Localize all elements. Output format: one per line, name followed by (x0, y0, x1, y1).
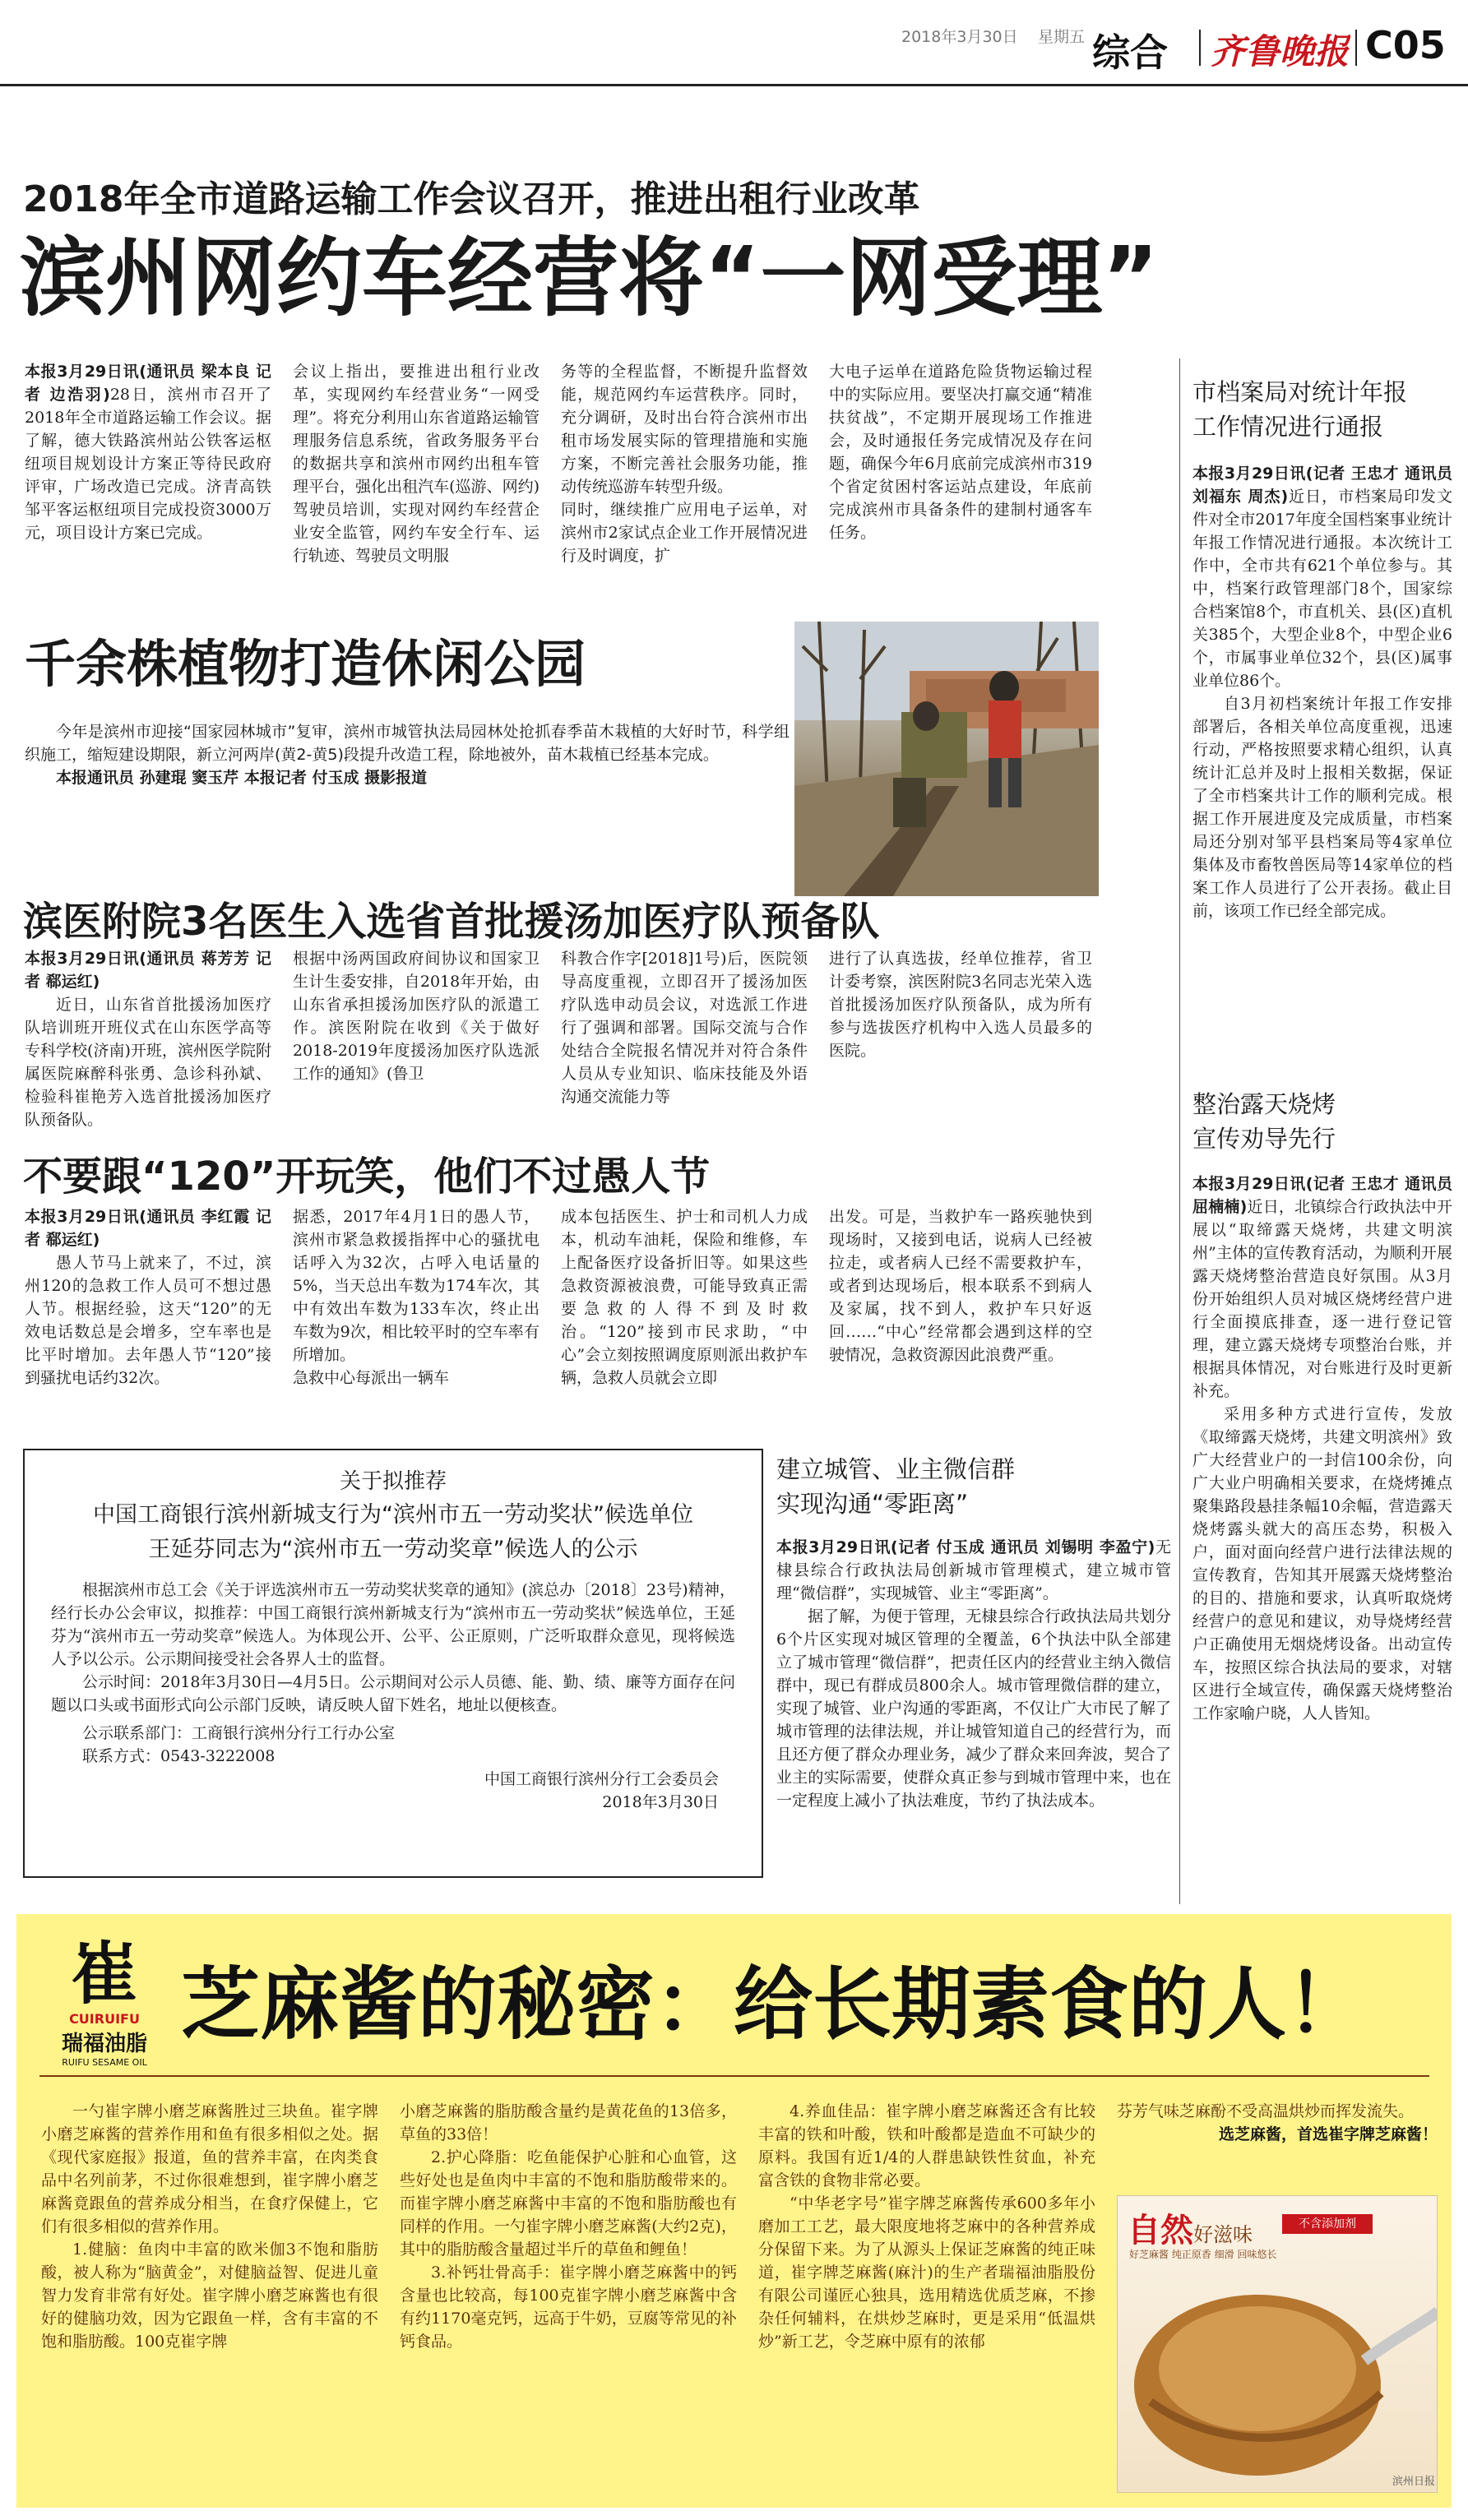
wechat-title-line-2: 实现沟通“零距离” (776, 1490, 969, 1518)
logo-pinyin: CUIRUIFU (69, 2011, 140, 2027)
section-name: 综合 (1092, 30, 1168, 72)
product-text-2: 好滋味 (1193, 2223, 1253, 2245)
ad-column-3 (758, 2100, 1095, 2495)
notice-title-2: 王延芬同志为“滨州市五一劳动奖章”候选人的公示 (148, 1537, 638, 1562)
wechat-text-2: 据了解，为便于管理，无棣县综合行政执法局共划分6个片区实现对城区管理的全覆盖，6个执法中队全部建立了城市管理“微信群”，把责任区内的经营业主纳入微信群中，现已有群成员800余人。城市管理微信群的建立，实现了城管、业户沟通的零距离，不仅让广大市民了解了城市管理的法律法规，并让城管知道自己的经营行为，而且还方便了群众办理业务，减少了群众来回奔波，契合了业主的实际需要，使群众真正参与到城市管理中来，也在一定程度上减小了执法难度，节约了执法成本。 (776, 1607, 1171, 1810)
archive-byline: 本报3月29日讯(记者 王忠才 通讯员 刘福东 周杰) (1192, 465, 1452, 506)
product-text-1: 自然 (1128, 2211, 1193, 2245)
hotline-column-4: 出发。可是，当救护车一路疾驰快到现场时，又接到电话，说病人已经被拉走，或者病人已经不需要救护车，或者到达现场后，根本联系不到病人及家属，找不到人，救护车只好返回……“中心”经常都会遇到这样的空驶情况，急救资源因此浪费严重。 (829, 1208, 1092, 1364)
medical-column-2: 根据中汤两国政府间协议和国家卫生计生委安排，自2018年开始，由山东省承担援汤加医疗队的派遣工作。滨医附院在收到《关于做好2018-2019年度援汤加医疗队选派工作的通知》(鲁卫 (293, 950, 540, 1083)
archive-title-line-1: 市档案局对统计年报 (1192, 378, 1408, 406)
header-date: 2018年3月30日 (901, 28, 1018, 46)
logo-brand-cn: 瑞福油脂 (61, 2032, 147, 2056)
park-photo-illustration (794, 622, 1099, 896)
archive-text-2: 自3月初档案统计年报工作安排部署后，各相关单位高度重视，迅速行动，严格按照要求精心组织，认真统计汇总并及时上报相关数据，保证了全市档案共计工作的顺利完成。根据工作开展进度及完成质量，市档案局还分别对邹平县档案局等4家单位集体及市畜牧兽医局等14家单位的档案工作人员进行了公开表扬。截止目前，该项工作已经全部完成。 (1192, 695, 1452, 920)
sesame-spoon-illustration (1118, 2262, 1438, 2493)
bbq-title-line-2: 宣传劝导先行 (1192, 1125, 1336, 1153)
bbq-text-2: 采用多种方式进行宣传，发放《取缔露天烧烤，共建文明滨州》致广大经营业户的一封信100余份，向广大业户明确相关要求，在烧烤摊点聚集路段悬挂条幅10余幅，营造露天烧烤露头就大的高压态势，积极入户，面对面向经营户进行法律法规的宣传教育，告知其开展露天烧烤整治的目的、措施和要求，认真听取烧烤经营户的意见和建议，劝导烧烤经营户正确使用无烟烧烤设备。出动宣传车，按照区综合执法局的要求，对辖区进行全域宣传，确保露天烧烤整治工作家喻户晓，人人皆知。 (1192, 1405, 1452, 1722)
right-column-rule (1179, 358, 1180, 1904)
wechat-headline (776, 1452, 1163, 1526)
notice-title-1: 中国工商银行滨州新城支行为“滨州市五一劳动奖状”候选单位 (93, 1502, 693, 1528)
hotline-byline: 本报3月29日讯(通讯员 李红霞 记者 郗运红) (25, 1208, 271, 1249)
page-number: C05 (1365, 23, 1446, 67)
header-divider (1199, 30, 1201, 66)
park-body (25, 720, 790, 868)
lead-column-2: 会议上指出，要推进出租行业改革，实现网约车经营业务“一网受理”。将充分利用山东省道路运输管理服务信息系统，省政务服务平台的数据共享和滨州市网约出租车管理平台，强化出租汽车(巡游、网约)驾驶员培训，实现对网约车经营企业安全监管，网约车安全行车、运行轨迹、驾驶员文明服 (293, 363, 540, 565)
ad-column-1 (41, 2100, 378, 2495)
medical-text-1: 近日，山东省首批援汤加医疗队培训班开班仪式在山东医学高等专科学校(济南)开班，滨州医学院附属医院麻醉科张勇、急诊科孙斌、检验科崔艳芳入选首批援汤加医疗队预备队。 (25, 996, 271, 1129)
header-weekday: 星期五 (1038, 28, 1086, 46)
bbq-body (1192, 1172, 1452, 1896)
ad-text-1: 一勺崔字牌小磨芝麻酱胜过三块鱼。崔字牌小磨芝麻酱的营养作用和鱼有很多相似之处。据《现代家庭报》报道，鱼的营养丰富，在肉类食品中名列前茅，不过你很难想到，崔字牌小磨芝麻酱竟跟鱼的营养成分相当，在食疗保健上，它们有很多相似的营养作用。 (41, 2102, 378, 2236)
park-photo (794, 622, 1099, 896)
notice-box (23, 1449, 763, 1878)
ad-text-2c: 3.补钙壮骨高手：崔字牌小磨芝麻酱中的钙含量也比较高，每100克崔字牌小磨芝麻酱中含有约1170毫克钙，远高于牛奶，豆腐等常见的补钙食品。 (400, 2263, 737, 2351)
bbq-text-1: 近日，北镇综合行政执法中开展以“取缔露天烧烤，共建文明滨州”主体的宣传教育活动，为顺利开展露天烧烤整治营造良好氛围。从3月份开始组织人员对城区烧烤经营户进行全面摸底排查，逐一进行登记管理，建立露天烧烤专项整治台账，并根据具体情况，对台账进行及时更新补充。 (1192, 1198, 1452, 1400)
ad-text-1b: 1.健脑：鱼肉中丰富的欧米伽3不饱和脂肪酸，被人称为“脑黄金”，对健脑益智、促进儿童智力发育非常有好处。崔字牌小磨芝麻酱也有很好的健脑功效，因为它跟鱼一样，含有丰富的不饱和脂肪酸。100克崔字牌 (41, 2240, 378, 2351)
hotline-column-3: 成本包括医生、护士和司机人力成本，机动车油耗，保险和维修，车上配备医疗设备折旧等。如果这些急救资源被浪费，可能导致真正需要急救的人得不到及时救治。“120”接到市民求助，“中心”会立刻按照调度原则派出救护车辆，急救人员就会立即 (561, 1208, 808, 1387)
lead-column-3: 务等的全程监督，不断提升监督效能，规范网约车运营秩序。同时，充分调研，及时出台符合滨州市出租市场发展实际的管理措施和实施方案，不断完善社会服务功能，推动传统巡游车转型升级。 同时，继续推广应用电子运单，对滨州市2家试点企业工作开展情况进行及时调度，扩 (561, 363, 808, 565)
ad-column-2 (400, 2100, 737, 2495)
brand-logo (43, 1937, 166, 2069)
medical-byline: 本报3月29日讯(通讯员 蒋芳芳 记者 郗运红) (25, 950, 271, 991)
lead-column-4: 大电子运单在道路危险货物运输过程中的实际应用。要坚决打赢交通“精准扶贫战”，不定期开展现场工作推进会，及时通报任务完成情况及存在问题，确保今年6月底前完成滨州市319个省定贫困村客运站点建设，年底前完成滨州市具备条件的建制村通客车任务。 (829, 363, 1092, 542)
ad-headline: 芝麻酱的秘密：给长期素食的人！ (181, 1958, 1365, 2051)
archive-headline (1192, 375, 1456, 449)
bbq-headline (1192, 1087, 1456, 1161)
product-subtext: 好芝麻酱 纯正原香 细滑 回味悠长 (1129, 2249, 1277, 2260)
logo-char: 崔 (70, 1937, 138, 2014)
bbq-byline: 本报3月29日讯(记者 王忠才 通讯员 屈楠楠) (1192, 1175, 1452, 1216)
lead-byline: 本报3月29日讯(通讯员 梁本良 记者 边浩羽) (25, 363, 271, 404)
medical-column-4: 进行了认真选拔，经单位推荐，省卫计委考察，滨医附院3名同志光荣入选首批援汤加医疗队预备队，成为所有参与选拔医疗机构中入选人员最多的医院。 (829, 950, 1092, 1060)
ad-text-2b: 2.护心降脂：吃鱼能保护心脏和心血管，这些好处也是鱼肉中丰富的不饱和脂肪酸带来的。而崔字牌小磨芝麻酱中丰富的不饱和脂肪酸也有同样的作用。一勺崔字牌小磨芝麻酱(大约2克)，其中的脂肪酸含量超过半斤的草鱼和鲤鱼！ (400, 2148, 737, 2259)
product-tag: 不含添加剂 (1282, 2214, 1373, 2234)
wechat-title-line-1: 建立城管、业主微信群 (776, 1455, 1016, 1483)
notice-date: 2018年3月30日 (602, 1793, 719, 1811)
ad-rule (39, 2075, 1429, 2077)
notice-para-2: 公示时间：2018年3月30日—4月5日。公示期间对公示人员德、能、勤、绩、廉等方面存在问题以口头或书面形式向公示部门反映，请反映人留下姓名，地址以便核查。 (51, 1673, 735, 1714)
notice-dept: 公示联系部门：工商银行滨州分行工行办公室 (82, 1724, 396, 1742)
ad-text-2: 小磨芝麻酱的脂肪酸含量约是黄花鱼的13倍多，草鱼的33倍！ (400, 2102, 737, 2143)
sesame-ad (16, 1914, 1452, 2508)
header-divider-2 (1355, 30, 1357, 66)
hotline-text-1: 愚人节马上就来了，不过，滨州120的急救工作人员可不想过愚人节。根据经验，这天“120”的无效电话数总是会增多，空车率也是比平时增加。去年愚人节“120”接到骚扰电话约32次。 (25, 1254, 271, 1387)
park-text: 今年是滨州市迎接“国家园林城市”复审，滨州市城管执法局园林处抢抓春季苗木栽植的大好时节，科学组织施工，缩短建设期限，新立河两岸(黄2-黄5)段提升改造工程，除地被外，苗木栽植已经基本完成。 (25, 723, 790, 764)
wechat-body (776, 1536, 1171, 1881)
archive-title-line-2: 工作情况进行通报 (1192, 413, 1384, 441)
archive-body (1192, 462, 1452, 1070)
hotline-column-2: 据悉，2017年4月1日的愚人节，滨州市紧急救援指挥中心的骚扰电话呼入为32次，占呼入电话量的5%，当天总出车数为174车次，其中有效出车数为133车次，终止出车数为9次，相比较平时的空车率有所增加。 急救中心每派出一辆车 (293, 1208, 540, 1387)
lead-column-1 (25, 360, 271, 623)
ad-slogan: 选芝麻酱，首选崔字牌芝麻酱！ (1218, 2125, 1438, 2143)
paper-logo: 齐鲁晚报 (1211, 31, 1350, 71)
wechat-byline: 本报3月29日讯(记者 付玉成 通讯员 刘锡明 李盈宁) (776, 1538, 1155, 1556)
ad-text-3b: “中华老字号”崔字牌芝麻酱传承600多年小磨加工工艺，最大限度地将芝麻中的各种营养成分保留下来。为了从源头上保证芝麻酱的纯正味道，崔字牌芝麻酱(麻汁)的生产者瑞福油脂股份有限公司谨匠心独具，选用精选优质芝麻，不掺杂任何辅料，在烘炒芝麻时，更是采用“低温烘炒”新工艺，令芝麻中原有的浓郁 (758, 2194, 1095, 2351)
watermark: 滨州日报 (1392, 2476, 1435, 2488)
wechat-text-1: 无棣县综合行政执法局创新城市管理模式，建立城市管理“微信群”，实现城管、业主“零距离”。 (776, 1538, 1171, 1602)
notice-phone: 联系方式：0543-3222008 (82, 1747, 276, 1765)
archive-text-1: 近日，市档案局印发文件对全市2017年度全国档案事业统计年报工作情况进行通报。本次统计工作中，全市共有621个单位参与。其中，档案行政管理部门8个，国家综合档案馆8个，市直机关、县(区)直机关385个，大型企业8个，中型企业6个，市属事业单位32个，县(区)属事业单位86个。 (1192, 488, 1452, 690)
medical-column-1 (25, 947, 271, 1144)
medical-headline: 滨医附院3名医生入选省首批援汤加医疗队预备队 (23, 899, 880, 945)
product-image (1117, 2195, 1438, 2493)
lead-text-1: 28日，滨州市召开了2018年全市道路运输工作会议。据了解，德大铁路滨州站公铁客运枢纽项目规划设计方案正等待民政府评审，广场改造已完成。济青高铁邹平客运枢纽项目完成投资3000万元，项目设计方案已完成。 (25, 386, 271, 542)
medical-column-3: 科教合作字[2018]1号)后，医院领导高度重视，立即召开了援汤加医疗队选申动员会议，对选派工作进行了强调和部署。国际交流与合作处结合全院报名情况并对符合条件人员从专业知识、临床技能及外语沟通交流能力等 (561, 950, 808, 1106)
notice-para-1: 根据滨州市总工会《关于评选滨州市五一劳动奖状奖章的通知》(滨总办〔2018〕23号)精神，经行长办公会审议，拟推荐：中国工商银行滨州新城支行为“滨州市五一劳动奖状”候选单位，王延芬为“滨州市五一劳动奖章”候选人。为体现公开、公平、公正原则，广泛听取群众意见，现将候选人予以公示。公示期间接受社会各界人士的监督。 (51, 1581, 735, 1668)
ad-text-4: 芬芳气味芝麻酚不受高温烘炒而挥发流失。 (1117, 2102, 1415, 2120)
park-headline: 千余株植物打造休闲公园 (25, 634, 586, 694)
notice-head: 关于拟推荐 (339, 1469, 447, 1494)
header-rule (0, 84, 1468, 86)
lead-kicker: 2018年全市道路运输工作会议召开，推进出租行业改革 (23, 178, 920, 219)
logo-brand-en: RUIFU SESAME OIL (62, 2057, 147, 2068)
ad-column-4 (1117, 2100, 1438, 2190)
notice-signer: 中国工商银行滨州分行工会委员会 (484, 1770, 719, 1788)
park-credit: 本报通讯员 孙建琨 窦玉芹 本报记者 付玉成 摄影报道 (56, 769, 428, 787)
hotline-headline: 不要跟“120”开玩笑，他们不过愚人节 (23, 1154, 711, 1200)
ad-text-3: 4.养血佳品：崔字牌小磨芝麻酱还含有比较丰富的铁和叶酸，铁和叶酸都是造血不可缺少的原料。我国有近1/4的人群患缺铁性贫血，补充富含铁的食物非常必要。 (758, 2102, 1095, 2189)
hotline-column-1 (25, 1205, 271, 1436)
bbq-title-line-1: 整治露天烧烤 (1192, 1090, 1336, 1118)
lead-headline: 滨州网约车经营将“一网受理” (20, 228, 1159, 328)
